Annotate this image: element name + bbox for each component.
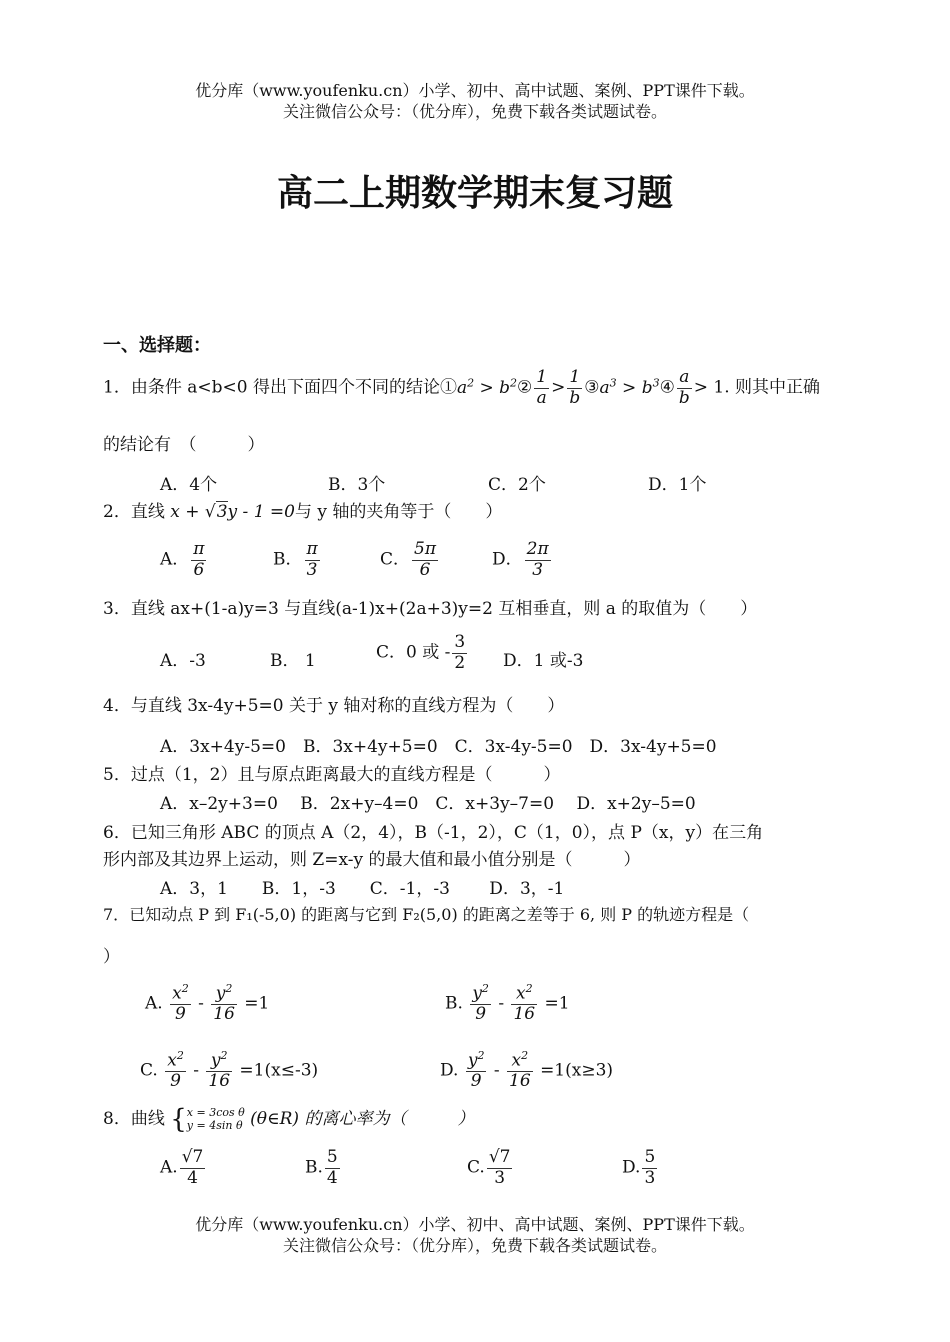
q1-c4: ④ <box>659 377 675 398</box>
q8-frac-b: $\frac{5}{4}$ <box>326 1147 338 1188</box>
q7-line-2: ） <box>103 947 120 967</box>
section-heading: 一、选择题： <box>103 335 211 356</box>
q8-system: x = 3cos θ y = 4sin θ <box>186 1106 245 1132</box>
q8-pre: 曲线 <box>130 1109 165 1129</box>
q1-c1: ① <box>439 377 457 398</box>
q8-option-c <box>467 1148 514 1188</box>
q4-text: 与直线 3x-4y+5=0 关于 y 轴对称的直线方程为（ ） <box>130 696 565 716</box>
q7-option-d: D. $\frac{y^2}{9}$ - $\frac{x^2}{16}$ =1(x≥3) <box>440 1049 614 1092</box>
q2-frac-c: $\frac{5\pi}{6}$ <box>414 539 437 580</box>
q2-frac-a: $\frac{\pi}{6}$ <box>193 539 205 580</box>
q7-c-frac-x: $\frac{x^2}{9}$ <box>167 1049 184 1092</box>
q2-opt-a-label: A． <box>160 549 190 570</box>
q8-frac-d: $\frac{5}{3}$ <box>644 1147 656 1188</box>
q2-frac-b: $\frac{\pi}{3}$ <box>306 539 318 580</box>
question-6 <box>103 818 763 843</box>
q3-text: 直线 ax+(1-a)y=3 与直线(a-1)x+(2a+3)y=2 互相垂直，则 a 的取值为（ ） <box>130 599 758 619</box>
q8-number: 8． <box>103 1109 131 1129</box>
q8-opt-a-label: A. <box>160 1157 178 1178</box>
q1-option-d: D．1个 <box>648 475 707 495</box>
q5-text: 过点（1，2）且与原点距离最大的直线方程是（ ） <box>130 765 561 785</box>
question-1: 1．由条件 a<b<0 得出下面四个不同的结论$①a^2$ > $b^2②$ $\frac{1}{a}$ > $\frac{1}{b}$ $③a^3$ > $b^3④$ $\frac{a}{b}$ > 1. 则其中正确 <box>103 367 821 408</box>
q2-opt-c-label: C． <box>380 549 411 570</box>
q8-frac-c: $\frac{√7}{3}$ <box>488 1147 511 1188</box>
q2-equation: x + √3 <box>170 502 228 522</box>
q1-frac-ab: $\frac{a}{b}$ <box>678 367 690 408</box>
q7-a-frac-y: $\frac{y^2}{16}$ <box>213 982 235 1025</box>
q7-c-eq: =1 <box>239 1060 265 1081</box>
q1-option-b: B．3个 <box>328 475 386 495</box>
q8-opt-b-label: B. <box>305 1157 323 1178</box>
q6-line-2: 形内部及其边界上运动，则 Z=x-y 的最大值和最小值分别是（ ） <box>103 850 641 870</box>
q3-opt-c-label: C．0 或 - <box>376 642 451 663</box>
q7-a-frac-x: $\frac{x^2}{9}$ <box>172 982 189 1025</box>
q7-option-c: C. $\frac{x^2}{9}$ - $\frac{y^2}{16}$ =1(x≤-3) <box>140 1049 319 1092</box>
header-line-1: 优分库（www.youfenku.cn）小学、初中、高中试题、案例、PPT课件下载。 <box>195 81 755 100</box>
q2-opt-d-label: D． <box>492 549 523 570</box>
q2-eq-tail: y - 1 =0 <box>227 502 295 522</box>
q7-d-cond: (x≥3) <box>565 1060 614 1081</box>
q2-opt-b-label: B． <box>273 549 303 570</box>
header-line-2: 关注微信公众号：（优分库），免费下载各类试题试卷。 <box>282 102 667 121</box>
q3-option-b: B． 1 <box>270 651 316 671</box>
q7-opt-c-label: C. <box>140 1060 158 1081</box>
q3-number: 3． <box>103 599 131 619</box>
q1-stem: 由条件 a<b<0 得出下面四个不同的结论 <box>130 377 440 398</box>
q3-option-a: A．-3 <box>160 651 206 671</box>
question-8 <box>103 1104 474 1135</box>
q2-option-b <box>273 540 322 580</box>
question-5 <box>103 760 560 785</box>
q7-c-frac-y: $\frac{y^2}{16}$ <box>208 1049 231 1092</box>
q5-number: 5． <box>103 765 131 785</box>
q7-opt-d-label: D. <box>440 1060 459 1081</box>
footer-line-1: 优分库（www.youfenku.cn）小学、初中、高中试题、案例、PPT课件下载。 <box>195 1215 755 1234</box>
q1-line-2: 的结论有 （ ） <box>103 435 265 455</box>
question-4 <box>103 691 564 716</box>
q1-expr3: $a^3 > b^3$ <box>599 375 660 398</box>
q8-opt-d-label: D. <box>622 1157 641 1178</box>
q2-option-c <box>380 540 440 580</box>
q1-number: 1． <box>103 377 131 398</box>
q7-option-a: A. $\frac{x^2}{9}$ - $\frac{y^2}{16}$ =1 <box>145 982 270 1025</box>
q7-opt-b-label: B. <box>445 993 463 1014</box>
q4-options: A．3x+4y-5=0 B．3x+4y+5=0 C．3x-4y-5=0 D．3x-4y+5=0 <box>160 737 717 757</box>
q2-option-d <box>492 540 553 580</box>
q1-expr1: $a^2 > b^2$ <box>456 375 518 398</box>
q5-options: A．x–2y+3=0 B．2x+y–4=0 C．x+3y–7=0 D．x+2y–5=0 <box>160 794 696 814</box>
q2-post: 与 y 轴的夹角等于（ ） <box>294 502 503 522</box>
q1-frac-1b: $\frac{1}{b}$ <box>569 367 581 408</box>
q1-c3: ③ <box>584 377 600 398</box>
q7-c-cond: (x≤-3) <box>264 1060 319 1081</box>
q7-number: 7． <box>103 905 130 924</box>
q8-brace: { <box>170 1104 187 1135</box>
page-title: 高二上期数学期末复习题 <box>276 172 673 214</box>
question-2 <box>103 497 502 522</box>
q1-tail: . 则其中正确 <box>724 377 821 398</box>
q7-d-eq: =1 <box>540 1060 566 1081</box>
q1-option-a: A．4个 <box>160 475 218 495</box>
q7-opt-a-label: A. <box>145 993 163 1014</box>
q1-option-c: C．2个 <box>488 475 546 495</box>
q7-text-1: 已知动点 P 到 F₁(-5,0) 的距离与它到 F₂(5,0) 的距离之差等于 6, 则 P 的轨迹方程是（ <box>129 905 750 924</box>
q6-number: 6． <box>103 823 131 843</box>
q1-frac-1a: $\frac{1}{a}$ <box>536 367 548 408</box>
q7-option-b: B. $\frac{y^2}{9}$ - $\frac{x^2}{16}$ =1 <box>445 982 570 1025</box>
q8-post: (θ∈R) 的离心率为（ ） <box>250 1109 475 1129</box>
q3-option-c <box>376 633 469 673</box>
q2-pre: 直线 <box>130 502 165 522</box>
q7-d-frac-x: $\frac{x^2}{16}$ <box>509 1049 531 1092</box>
q8-option-a <box>160 1148 207 1188</box>
q2-frac-d: $\frac{2\pi}{3}$ <box>526 539 549 580</box>
q8-option-d <box>622 1148 659 1188</box>
q3-option-d: D．1 或-3 <box>503 651 584 671</box>
q7-b-frac-y: $\frac{y^2}{9}$ <box>472 982 489 1025</box>
q2-number: 2． <box>103 502 131 522</box>
q8-opt-c-label: C. <box>467 1157 485 1178</box>
question-7 <box>103 902 749 925</box>
question-3 <box>103 594 757 619</box>
q8-frac-a: $\frac{√7}{4}$ <box>181 1147 204 1188</box>
q7-d-frac-y: $\frac{y^2}{9}$ <box>467 1049 485 1092</box>
q1-c2: ② <box>517 377 533 398</box>
footer-line-2: 关注微信公众号：（优分库），免费下载各类试题试卷。 <box>282 1236 667 1255</box>
q7-a-eq: =1 <box>244 993 270 1014</box>
q3-frac-c: $\frac{3}{2}$ <box>454 632 466 673</box>
q7-b-eq: =1 <box>544 993 570 1014</box>
q4-number: 4． <box>103 696 131 716</box>
q7-b-frac-x: $\frac{x^2}{16}$ <box>513 982 536 1025</box>
q8-option-b <box>305 1148 342 1188</box>
q2-option-a <box>160 540 208 580</box>
q6-options: A．3，1 B．1，-3 C．-1，-3 D．3，-1 <box>160 879 565 899</box>
q6-text-1: 已知三角形 ABC 的顶点 A（2，4），B（-1，2），C（1，0），点 P（x，y）在三角 <box>130 823 764 843</box>
